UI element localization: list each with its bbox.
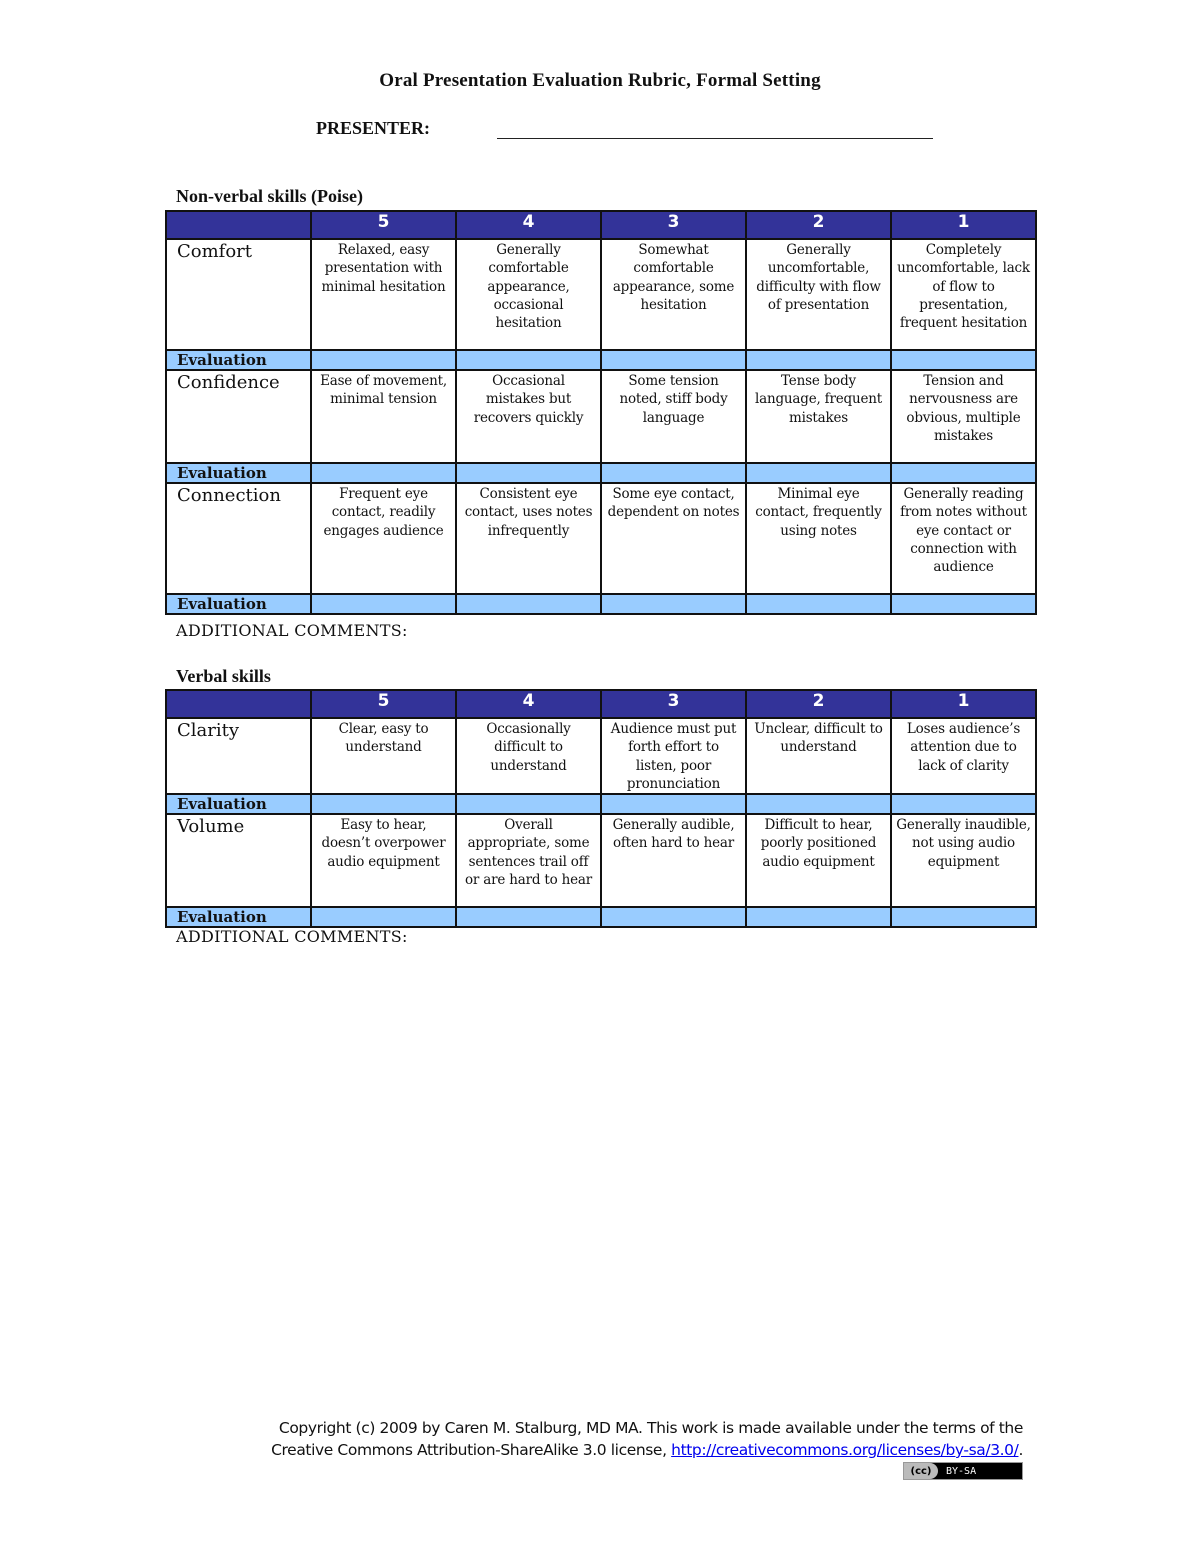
evaluation-row-comfort (166, 350, 1036, 370)
score-header-3: 3 (601, 211, 746, 239)
evaluation-cell-2[interactable] (746, 907, 891, 927)
descriptor-cell: Generally reading from notes without eye contact or connection with audience (891, 483, 1036, 594)
criterion-row-connection (166, 483, 1036, 594)
descriptor-cell: Generally inaudible, not using audio equipment (891, 814, 1036, 907)
score-header-1: 1 (891, 690, 1036, 718)
evaluation-cell-1[interactable] (891, 594, 1036, 614)
descriptor-cell: Some eye contact, dependent on notes (601, 483, 746, 594)
rubric-table-nonverbal (165, 210, 1037, 615)
copyright-line-1: Copyright (c) 2009 by Caren M. Stalburg, MD MA. This work is made available under the terms of the (278, 1419, 1023, 1437)
descriptor-cell: Audience must put forth effort to listen, poor pronunciation (601, 718, 746, 794)
evaluation-label: Evaluation (166, 350, 311, 370)
presenter-name-field[interactable] (497, 138, 933, 139)
evaluation-cell-5[interactable] (311, 907, 456, 927)
evaluation-cell-1[interactable] (891, 794, 1036, 814)
score-header-2: 2 (746, 211, 891, 239)
evaluation-cell-2[interactable] (746, 463, 891, 483)
rubric-table-verbal (165, 689, 1037, 928)
evaluation-label: Evaluation (166, 594, 311, 614)
criterion-row-volume (166, 814, 1036, 907)
additional-comments-verbal[interactable]: ADDITIONAL COMMENTS: (176, 927, 408, 946)
evaluation-cell-4[interactable] (456, 594, 601, 614)
evaluation-cell-4[interactable] (456, 463, 601, 483)
criterion-name: Confidence (166, 370, 311, 463)
descriptor-cell: Generally comfortable appearance, occasional hesitation (456, 239, 601, 350)
descriptor-cell: Consistent eye contact, uses notes infrequently (456, 483, 601, 594)
descriptor-cell: Overall appropriate, some sentences trail off or are hard to hear (456, 814, 601, 907)
score-header-row (166, 211, 1036, 239)
additional-comments-nonverbal[interactable]: ADDITIONAL COMMENTS: (176, 621, 408, 640)
page-title: Oral Presentation Evaluation Rubric, Formal Setting (379, 70, 821, 91)
score-header-row (166, 690, 1036, 718)
criterion-row-clarity (166, 718, 1036, 794)
descriptor-cell: Generally uncomfortable, difficulty with flow of presentation (746, 239, 891, 350)
header-blank (166, 690, 311, 718)
criterion-row-confidence (166, 370, 1036, 463)
descriptor-cell: Ease of movement, minimal tension (311, 370, 456, 463)
license-text: Creative Commons Attribution-ShareAlike 3.0 license, (271, 1441, 672, 1459)
section-heading-nonverbal: Non-verbal skills (Poise) (176, 186, 363, 206)
descriptor-cell: Relaxed, easy presentation with minimal hesitation (311, 239, 456, 350)
evaluation-label: Evaluation (166, 907, 311, 927)
descriptor-cell: Occasional mistakes but recovers quickly (456, 370, 601, 463)
header-blank (166, 211, 311, 239)
score-header-5: 5 (311, 211, 456, 239)
criterion-name: Connection (166, 483, 311, 594)
descriptor-cell: Clear, easy to understand (311, 718, 456, 794)
presenter-label: PRESENTER: (316, 118, 431, 138)
evaluation-cell-5[interactable] (311, 594, 456, 614)
score-header-3: 3 (601, 690, 746, 718)
score-header-2: 2 (746, 690, 891, 718)
descriptor-cell: Unclear, difficult to understand (746, 718, 891, 794)
evaluation-row-volume (166, 907, 1036, 927)
descriptor-cell: Difficult to hear, poorly positioned audio equipment (746, 814, 891, 907)
evaluation-cell-5[interactable] (311, 794, 456, 814)
license-link[interactable]: http://creativecommons.org/licenses/by-sa/3.0/ (671, 1441, 1019, 1459)
score-header-4: 4 (456, 211, 601, 239)
descriptor-cell: Frequent eye contact, readily engages audience (311, 483, 456, 594)
descriptor-cell: Generally audible, often hard to hear (601, 814, 746, 907)
criterion-name: Clarity (166, 718, 311, 794)
criterion-name: Volume (166, 814, 311, 907)
evaluation-cell-2[interactable] (746, 594, 891, 614)
evaluation-cell-5[interactable] (311, 350, 456, 370)
by-sa-label: BY-SA (946, 1465, 977, 1477)
evaluation-cell-3[interactable] (601, 463, 746, 483)
evaluation-cell-4[interactable] (456, 794, 601, 814)
evaluation-cell-2[interactable] (746, 350, 891, 370)
copyright-line-2 (200, 1439, 1023, 1461)
evaluation-cell-4[interactable] (456, 350, 601, 370)
descriptor-cell: Tense body language, frequent mistakes (746, 370, 891, 463)
descriptor-cell: Some tension noted, stiff body language (601, 370, 746, 463)
evaluation-label: Evaluation (166, 463, 311, 483)
descriptor-cell: Minimal eye contact, frequently using notes (746, 483, 891, 594)
criterion-name: Comfort (166, 239, 311, 350)
descriptor-cell: Occasionally difficult to understand (456, 718, 601, 794)
score-header-1: 1 (891, 211, 1036, 239)
copyright-footer (200, 1417, 1023, 1461)
descriptor-cell: Somewhat comfortable appearance, some hesitation (601, 239, 746, 350)
evaluation-row-connection (166, 594, 1036, 614)
score-header-5: 5 (311, 690, 456, 718)
evaluation-cell-3[interactable] (601, 794, 746, 814)
descriptor-cell: Tension and nervousness are obvious, multiple mistakes (891, 370, 1036, 463)
descriptor-cell: Easy to hear, doesn’t overpower audio equipment (311, 814, 456, 907)
evaluation-cell-2[interactable] (746, 794, 891, 814)
evaluation-cell-3[interactable] (601, 594, 746, 614)
evaluation-cell-3[interactable] (601, 907, 746, 927)
evaluation-cell-4[interactable] (456, 907, 601, 927)
descriptor-cell: Completely uncomfortable, lack of flow to presentation, frequent hesitation (891, 239, 1036, 350)
evaluation-label: Evaluation (166, 794, 311, 814)
evaluation-cell-1[interactable] (891, 350, 1036, 370)
criterion-row-comfort (166, 239, 1036, 350)
creative-commons-icon: (cc) (904, 1463, 938, 1479)
evaluation-row-clarity (166, 794, 1036, 814)
evaluation-cell-3[interactable] (601, 350, 746, 370)
descriptor-cell: Loses audience’s attention due to lack of clarity (891, 718, 1036, 794)
evaluation-cell-5[interactable] (311, 463, 456, 483)
score-header-4: 4 (456, 690, 601, 718)
cc-by-sa-badge (903, 1462, 1023, 1480)
evaluation-cell-1[interactable] (891, 907, 1036, 927)
evaluation-cell-1[interactable] (891, 463, 1036, 483)
evaluation-row-confidence (166, 463, 1036, 483)
section-heading-verbal: Verbal skills (176, 666, 271, 686)
license-period: . (1018, 1441, 1023, 1459)
